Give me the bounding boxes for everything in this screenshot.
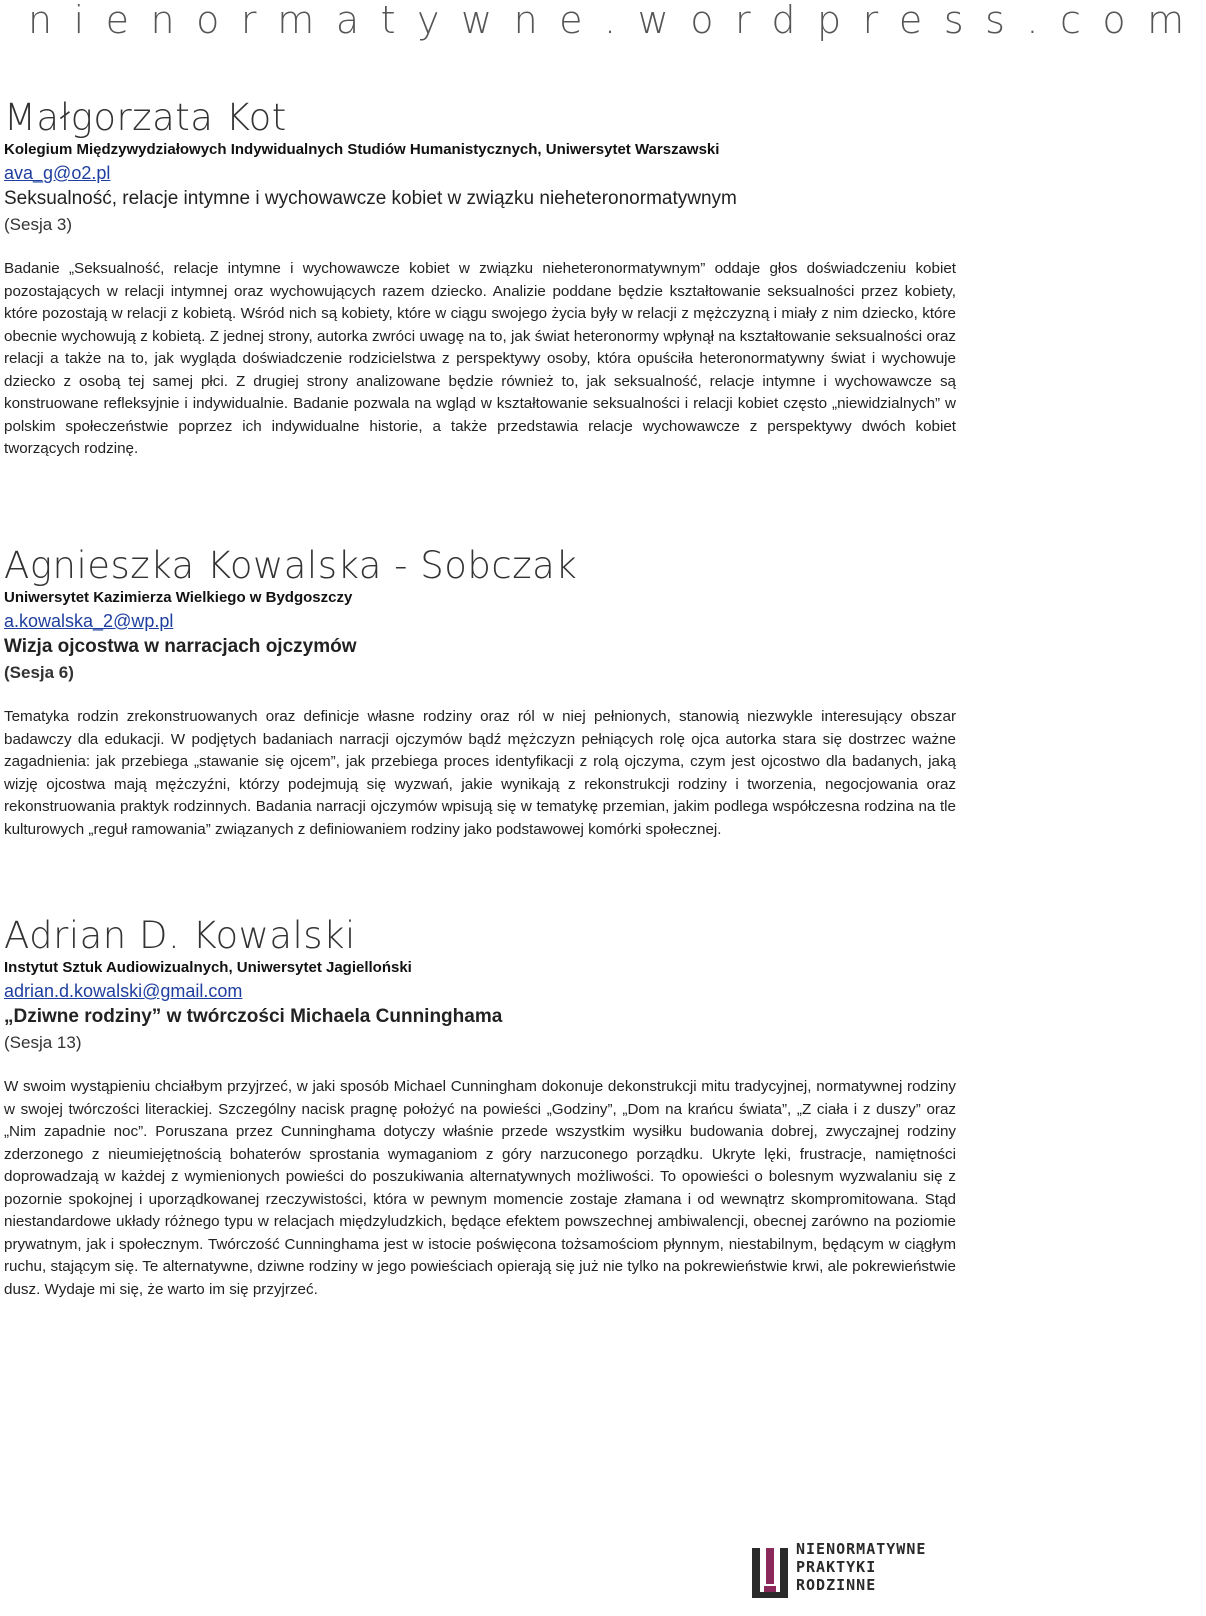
logo-wordmark: NIENORMATYWNE PRAKTYKI RODZINNE bbox=[796, 1540, 927, 1594]
email-link[interactable]: adrian.d.kowalski@gmail.com bbox=[4, 981, 243, 1001]
session-label: (Sesja 13) bbox=[4, 1033, 82, 1052]
affiliation: Kolegium Międzywydziałowych Indywidualnych Studiów Humanistycznych, Uniwersytet Warszawski bbox=[4, 141, 720, 158]
talk-title: „Dziwne rodziny” w twórczości Michaela Cunninghama bbox=[4, 1006, 503, 1027]
abstract-entry bbox=[4, 914, 956, 1301]
author-name: Agnieszka Kowalska - Sobczak bbox=[4, 544, 578, 587]
abstract-entry bbox=[4, 96, 956, 461]
family-logo-icon bbox=[750, 1542, 790, 1606]
email-link[interactable]: ava_g@o2.pl bbox=[4, 163, 111, 183]
abstract-entry bbox=[4, 544, 956, 841]
abstract-text: W swoim wystąpieniu chciałbym przyjrzeć, w jaki sposób Michael Cunningham dokonuje dekonstrukcji mitu tradycyjnej, normatywnej rodziny w swojej twórczości literackiej. Szczególny nacisk pragnę położyć na powieści „Godziny”, „Dom na krańcu świata”, „Z ciała i z duszy” oraz „Nim zapadnie noc”. Poruszana przez Cunninghama dotyczy właśnie przede wszystkim wysiłku budowania dobrej, zwyczajnej rodziny zderzonego z nieumiejętnością bohaterów sprostania wymaganiom z góry narzuconego porządku. Ukryte lęki, frustracje, namiętności doprowadzają w każdej z wymienionych powieści do poszukiwania alternatywnych możliwości. To opowieści o bolesnym wyzwalaniu się z pozornie spokojnej i uporządkowanej rzeczywistości, która w pewnym momencie zostaje złamana i od wewnątrz skompromitowana. Stąd niestandardowe układy różnego typu w relacjach międzyludzkich, będące efektem powszechnej ambiwalencji, obecnej zarówno na poziomie prywatnym, jak i społecznym. Twórczość Cunninghama jest w istocie poświęcona tożsamościom płynnym, niestabilnym, będącym w ciągłym ruchu, stającym się. Te alternatywne, dziwne rodziny w jego powieściach opierają się już nie tylko na pokrewieństwie krwi, ale pokrewieństwie dusz. Wydaje mi się, że warto im się przyjrzeć. bbox=[4, 1078, 956, 1298]
email-link[interactable]: a.kowalska_2@wp.pl bbox=[4, 611, 174, 631]
site-header: nienormatywne.wordpress.com bbox=[28, 0, 1206, 42]
author-name: Małgorzata Kot bbox=[4, 96, 287, 139]
abstract-text: Tematyka rodzin zrekonstruowanych oraz definicje własne rodziny oraz ról w niej pełnionych, stanowią niezwykle interesujący obszar badawczy dla edukacji. W podjętych badaniach narracji ojczymów bądź mężczyzn pełniących rolę ojca autorka stara się dostrzec ważne zagadnienia: jak przebiega „stawanie się ojcem”, jak przebiega proces identyfikacji z rolą ojczyma, czym jest ojcostwo dla badanych, jaką wizję ojcostwa mają mężczyźni, którzy podejmują się wyzwań, jakie wynikają z rekonstrukcji rodziny i tworzenia, negocjowania oraz rekonstruowania praktyk rodzinnych. Badania narracji ojczymów wpisują się w tematykę przemian, jakim podlega współczesna rodzina na tle kulturowych „reguł ramowania” związanych z definiowaniem rodziny jako podstawowej komórki społecznej. bbox=[4, 708, 956, 838]
session-label: (Sesja 6) bbox=[4, 663, 74, 682]
affiliation: Instytut Sztuk Audiowizualnych, Uniwersytet Jagielloński bbox=[4, 959, 412, 976]
abstract-text: Badanie „Seksualność, relacje intymne i wychowawcze kobiet w związku nieheteronormatywnym” oddaje głos doświadczeniu kobiet pozostających w relacji intymnej oraz wychowujących razem dziecko. Analizie poddane będzie kształtowanie seksualności przez kobiety, które pozostają w relacji z kobietą. Wśród nich są kobiety, które w ciągu swojego życia były w relacji z mężczyzną i miały z nim dziecko, które obecnie wychowują z kobietą. Z jednej strony, autorka zwróci uwagę na to, jak świat heteronormy wpłynął na kształtowanie seksualności oraz relacji a także na to, jak wygląda doświadczenie rodzicielstwa z perspektywy osoby, która opuściła heteronormatywny świat i wychowuje dziecko z osobą tej samej płci. Z drugiej strony analizowane będzie również to, jak seksualność, relacje intymne i wychowawcze są konstruowane refleksyjnie i indywidualnie. Badanie pozwala na wgląd w kształtowanie seksualności i relacji kobiet często „niewidzialnych” w polskim społeczeństwie poprzez ich indywidualne historie, a także przedstawia relacje wychowawcze z perspektywy dwóch kobiet tworzących rodzinę. bbox=[4, 260, 956, 457]
talk-title: Seksualność, relacje intymne i wychowawcze kobiet w związku nieheteronormatywnym bbox=[4, 188, 737, 209]
session-label: (Sesja 3) bbox=[4, 215, 73, 234]
talk-title: Wizja ojcostwa w narracjach ojczymów bbox=[4, 636, 357, 657]
footer-logo bbox=[750, 1540, 950, 1610]
affiliation: Uniwersytet Kazimierza Wielkiego w Bydgoszczy bbox=[4, 589, 353, 606]
author-name: Adrian D. Kowalski bbox=[4, 914, 356, 957]
